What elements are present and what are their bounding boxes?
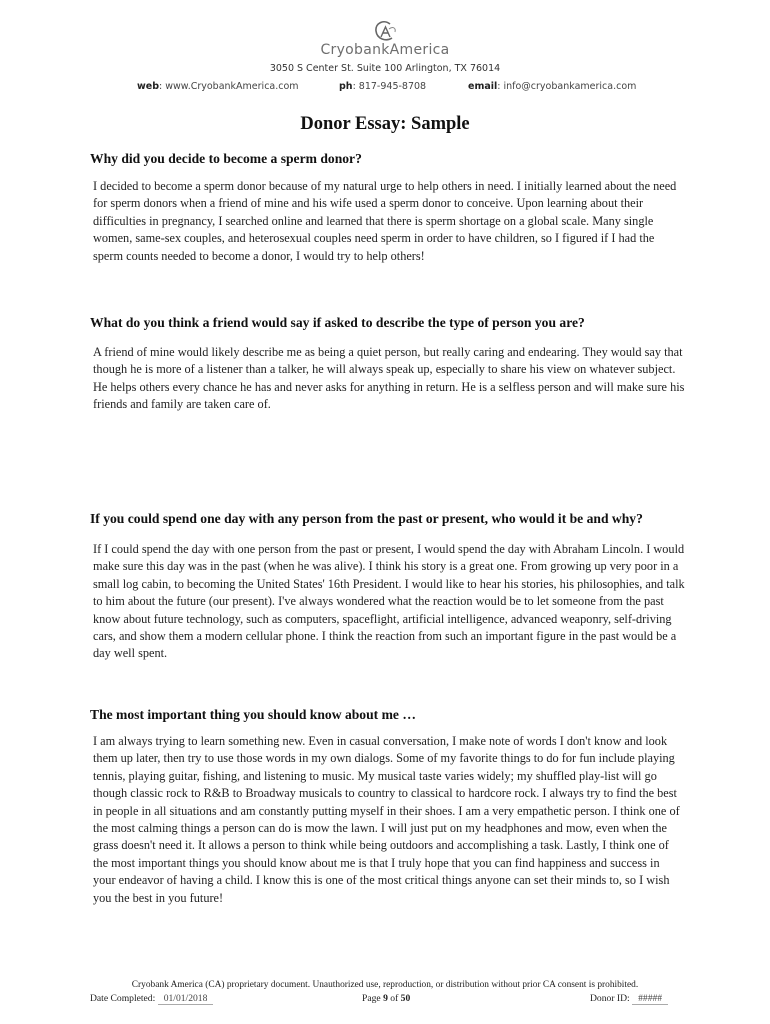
question-2: What do you think a friend would say if asked to describe the type of person you are?	[90, 315, 585, 330]
donor-id	[590, 993, 668, 1005]
footer-notice: Cryobank America (CA) proprietary document. Unauthorized use, reproduction, or distribution without prior CA consent is prohibited.	[131, 980, 639, 990]
answer-1: I decided to become a sperm donor because of my natural urge to help others in need. I initially learned about the need for sperm donors when a friend of mine and his wife used a sperm donor to conceive. Upon learning about their difficulties in pregnancy, I searched online and learned that there is sperm shortage on a global scale. Many single women, same-sex couples, and heterosexual couples need sperm in order to have children, so I figured if I had the sperm counts needed to become a donor, I would try to help others!	[93, 179, 677, 263]
page-of: of	[390, 993, 399, 1004]
cryobank-logo-icon	[372, 20, 398, 44]
contact-web	[137, 81, 299, 92]
question-4: The most important thing you should know about me …	[90, 707, 416, 722]
page-current: 9	[383, 993, 388, 1004]
answer-3: If I could spend the day with one person from the past or present, I would spend the day with Abraham Lincoln. I would make sure this day was in the past (when he was alive). I think his story is a great one. From growing up very poor in a small log cabin, to becoming the United States' 16th President. I would like to hear his stories, his philosophies, and talk to him about the future (our present). I've always wondered what the reaction would be to let someone from the past know about future technology, such as computers, spaceflight, artificial intelligence, advanced weaponry, self-driving cars, and show them a modern cellular phone. I think the reaction from such an important figure in the past would be a day well spent.	[93, 542, 685, 661]
answer-4: I am always trying to learn something new. Even in casual conversation, I make note of words I don't know and look them up later, then try to use those words in my own dialogs. Some of my favorite things to do for fun include playing tennis, playing guitar, fishing, and listening to music. My musical taste varies widely; my shuffled play-list will go though classic rock to R&B to Broadway musicals to country to classical to hardcore rock. I always try to find the best in people in all situations and am constantly putting myself in their shoes. I am a very empathetic person. I think one of the most calming things a person can do is mow the lawn. I will just put on my headphones and mow, even when the grass doesn't need it. It allows a person to think while being outdoors and accomplishing a task. Lastly, I think one of the most important things you should know about me is that I truly hope that you can find happiness and success in your endeavor of having a child. I know this is one of the most critical things anyone can set their minds to, so I wish you the best in you future!	[93, 734, 680, 905]
question-3: If you could spend one day with any person from the past or present, who would it be and why?	[90, 511, 643, 526]
donor-id-field[interactable]: #####	[632, 993, 668, 1005]
contact-phone	[339, 81, 426, 92]
web-link[interactable]: : www.CryobankAmerica.com	[159, 81, 299, 92]
company-address: 3050 S Center St. Suite 100 Arlington, TX 76014	[269, 63, 501, 74]
phone-label: ph	[339, 81, 353, 92]
email-link[interactable]: : info@cryobankamerica.com	[497, 81, 637, 92]
page-title: Donor Essay: Sample	[300, 114, 470, 134]
date-completed-field[interactable]: 01/01/2018	[158, 993, 214, 1005]
page-prefix: Page	[362, 993, 381, 1004]
page-number	[362, 993, 410, 1004]
web-label: web	[137, 81, 160, 92]
question-1: Why did you decide to become a sperm donor?	[90, 151, 362, 166]
answer-2: A friend of mine would likely describe me as being a quiet person, but really caring and endearing. They would say that though he is more of a listener than a talker, he will always speak up, especially to share his view on whatever subject. He helps others every chance he has and never asks for anything in return. He is a selfless person and will make sure his friends and family are taken care of.	[93, 345, 685, 412]
company-logo	[0, 20, 770, 58]
contact-email	[468, 81, 636, 92]
email-label: email	[468, 81, 498, 92]
date-completed	[90, 993, 213, 1005]
phone-value: : 817-945-8708	[352, 81, 427, 92]
page-total: 50	[400, 993, 411, 1004]
brand-name: CryobankAmerica	[320, 42, 450, 58]
date-completed-label: Date Completed:	[90, 993, 156, 1004]
donor-id-label: Donor ID:	[590, 993, 630, 1004]
